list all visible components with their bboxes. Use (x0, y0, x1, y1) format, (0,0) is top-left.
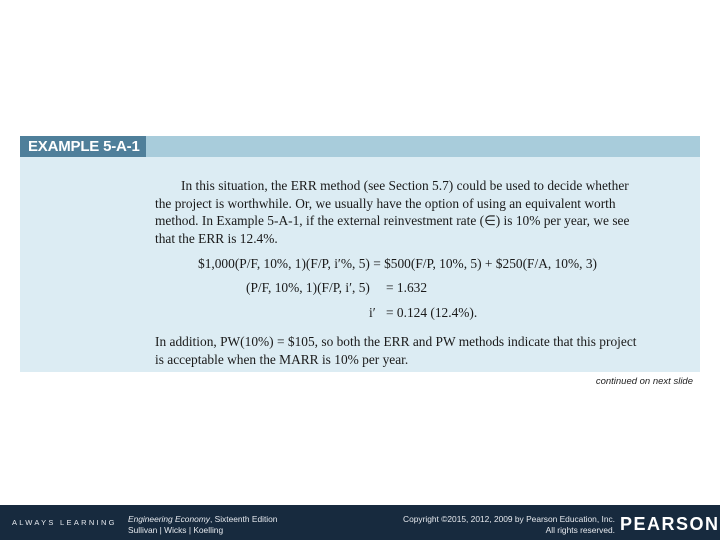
footer-bar (0, 505, 720, 540)
copyright-line: All rights reserved. (545, 525, 615, 535)
paragraph-line: that the ERR is 12.4%. (155, 230, 278, 246)
equation-line-1: $1,000(P/F, 10%, 1)(F/P, i′%, 5) = $500(F/P, 10%, 5) + $250(F/A, 10%, 3) (198, 256, 597, 271)
paragraph-intro (155, 177, 685, 247)
example-header-bar (20, 136, 700, 157)
paragraph-line: In this situation, the ERR method (see Section 5.7) could be used to decide whether (181, 178, 629, 193)
book-authors: Sullivan | Wicks | Koelling (128, 525, 224, 535)
book-title: Engineering Economy (128, 514, 210, 524)
paragraph-line: the project is worthwhile. Or, we usually have the option of using an equivalent worth (155, 195, 616, 211)
book-citation (128, 514, 277, 536)
paragraph-line: is acceptable when the MARR is 10% per year. (155, 351, 409, 367)
footer-tagline: ALWAYS LEARNING (12, 518, 117, 527)
copyright-line: Copyright ©2015, 2012, 2009 by Pearson Education, Inc. (403, 514, 615, 524)
example-box (20, 136, 700, 372)
paragraph-conclusion (155, 333, 685, 368)
equation-line-3-left: i′ (369, 305, 376, 320)
continued-note: continued on next slide (595, 376, 693, 387)
equation-line-2-left: (P/F, 10%, 1)(F/P, i′, 5) (246, 280, 370, 295)
equation-line-2-right: = 1.632 (386, 280, 428, 295)
book-edition: , Sixteenth Edition (209, 514, 278, 524)
pearson-logo: PEARSON (620, 514, 720, 534)
paragraph-line: method. In Example 5-A-1, if the external reinvestment rate (∈) is 10% per year, we see (155, 213, 630, 228)
copyright-notice (340, 514, 615, 536)
paragraph-line: In addition, PW(10%) = $105, so both the ERR and PW methods indicate that this project (155, 334, 637, 349)
example-label: EXAMPLE 5-A-1 (20, 136, 146, 157)
equation-line-3-right: = 0.124 (12.4%). (386, 305, 478, 320)
